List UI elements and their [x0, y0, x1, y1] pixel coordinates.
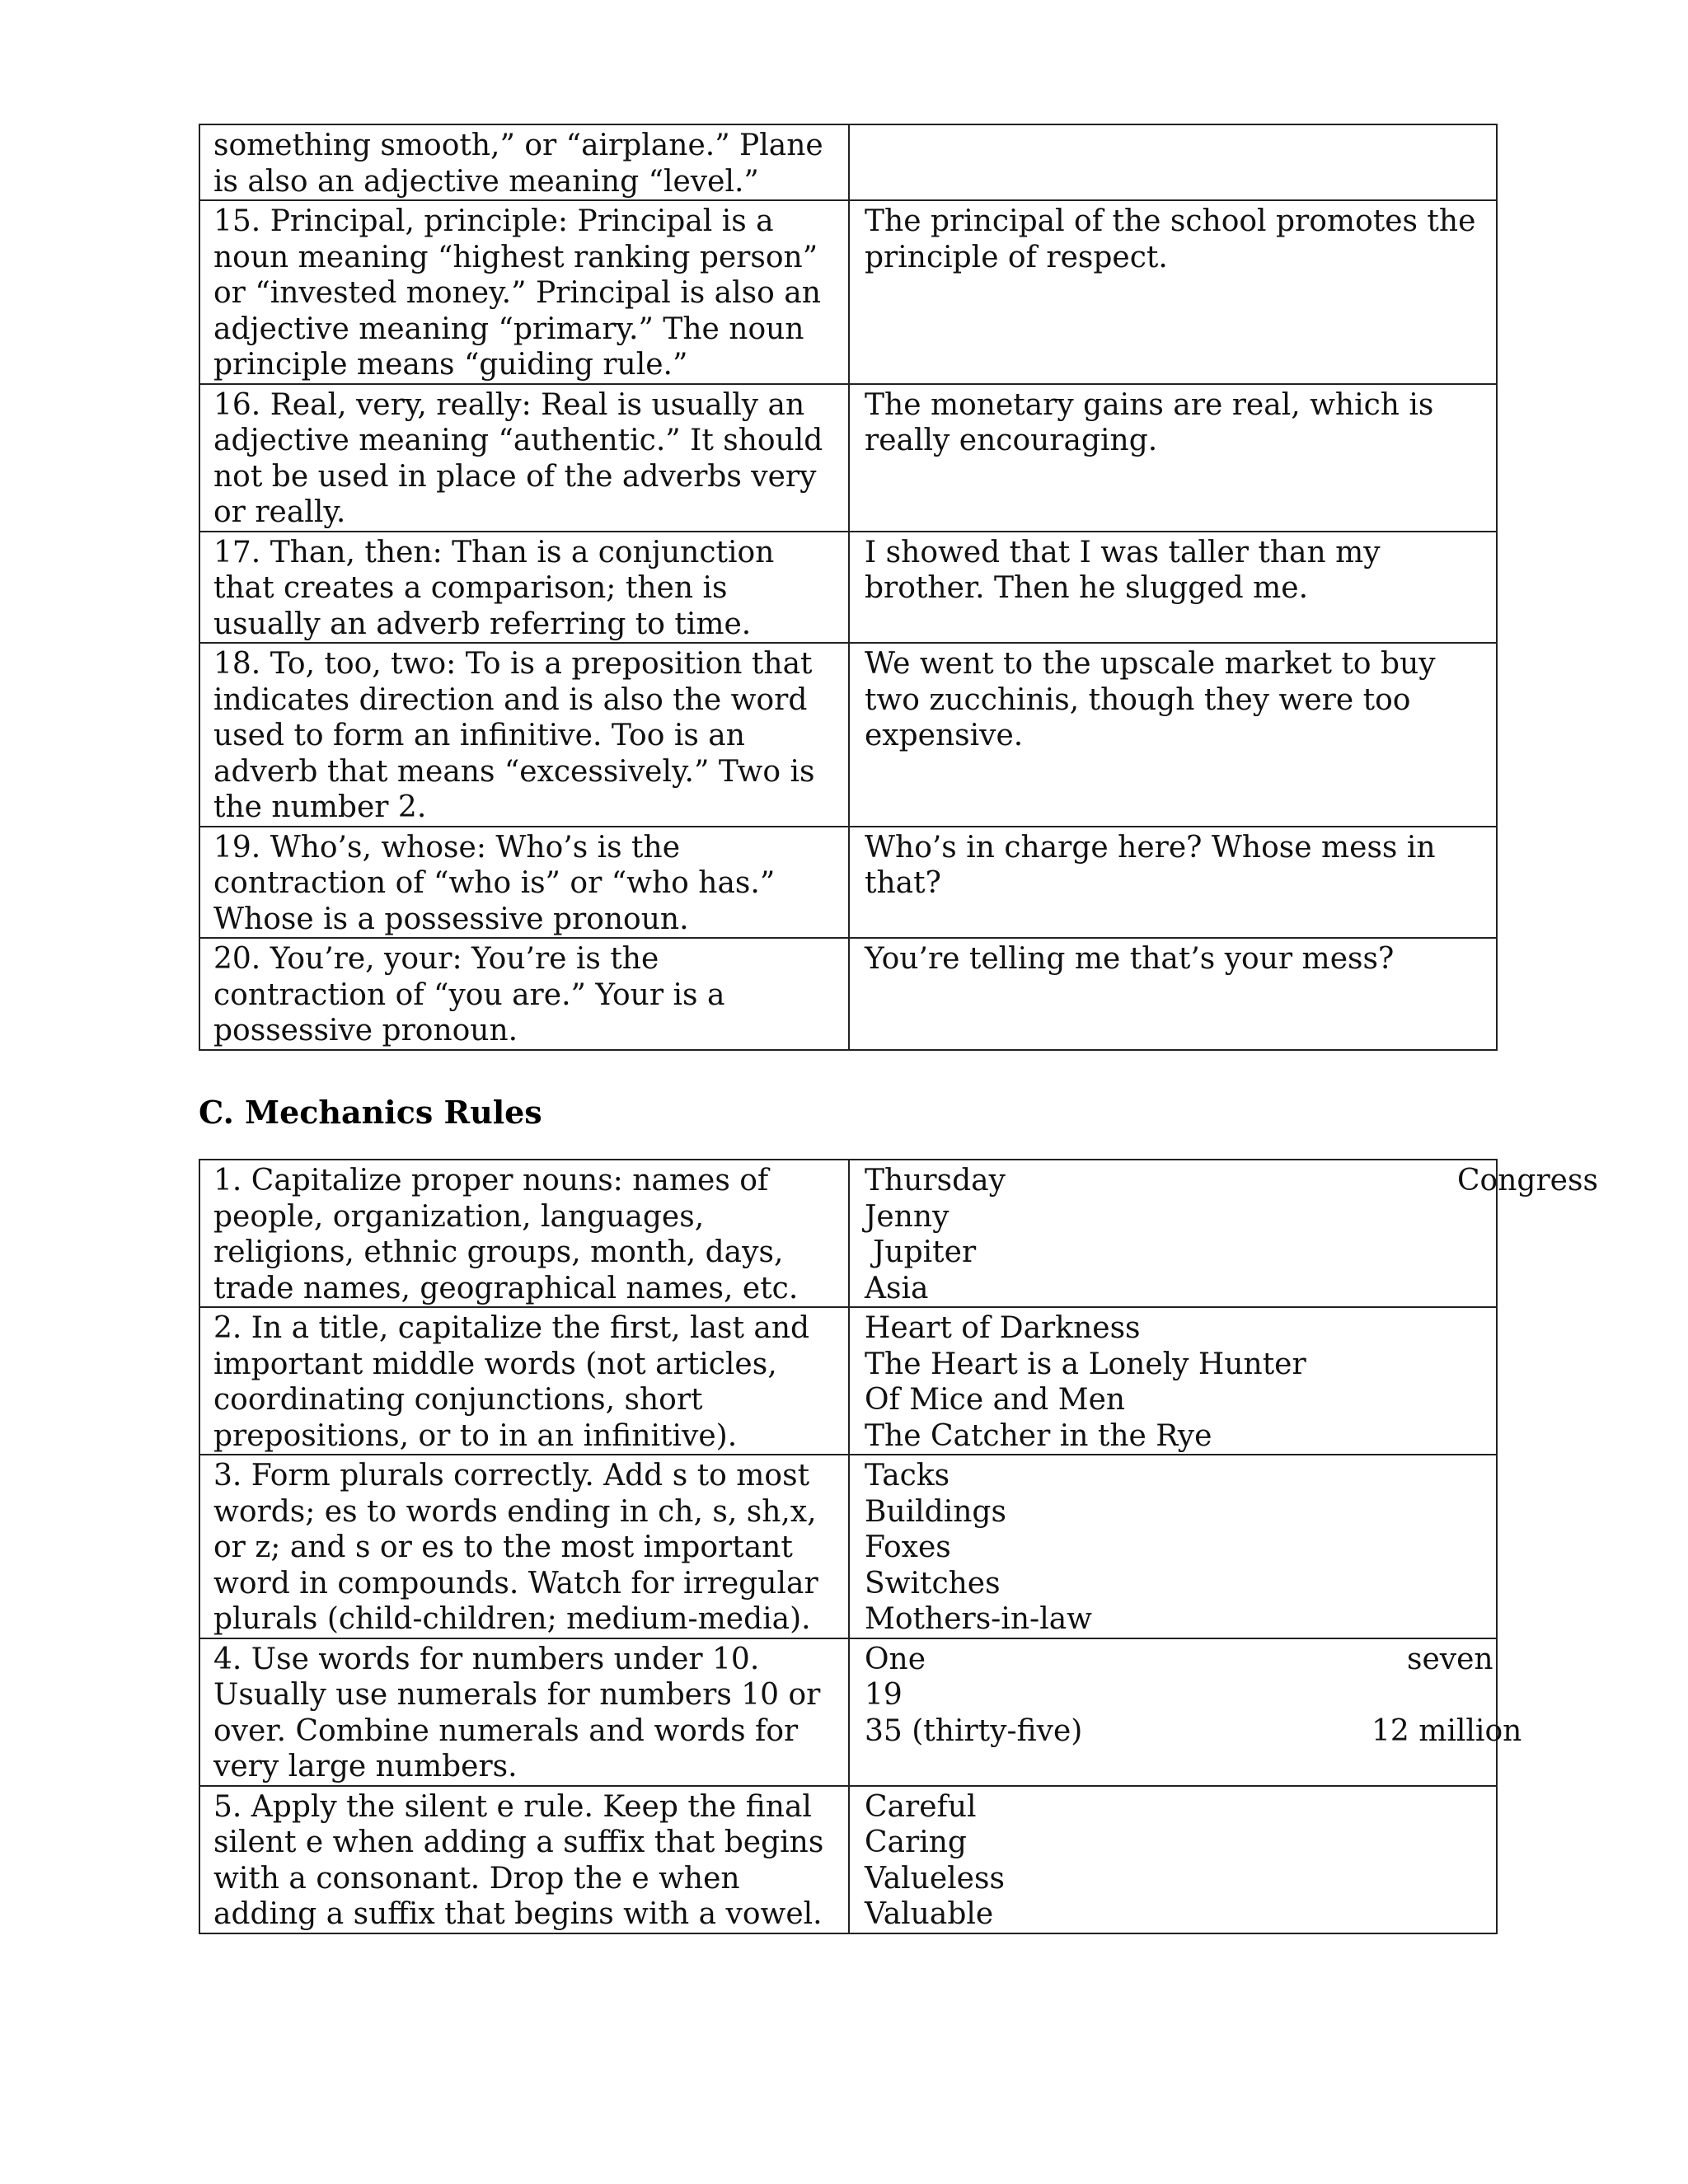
rule-cell: [199, 1455, 849, 1638]
example-word: The Heart is a Lonely Hunter: [865, 1347, 1306, 1381]
example-word: Tacks: [865, 1459, 950, 1493]
example-word: Congress: [1457, 1164, 1598, 1197]
example-text: I showed that I was taller than my brother. Then he slugged me.: [865, 535, 1381, 605]
rule-cell: [199, 200, 849, 384]
example-word: Jupiter: [873, 1235, 977, 1269]
table-row: [199, 1786, 1497, 1933]
example-cell: [849, 643, 1497, 827]
rule-cell: [199, 384, 849, 532]
rule-text: 19. Who’s, whose: Who’s is the contraction of “who is” or “who has.” Whose is a possessive pronoun.: [213, 830, 776, 936]
table-row: [199, 532, 1497, 644]
example-cell: [849, 532, 1497, 644]
rule-cell: [199, 643, 849, 827]
rule-cell: [199, 1307, 849, 1455]
example-text: The monetary gains are real, which is really encouraging.: [865, 387, 1434, 457]
rule-cell: [199, 938, 849, 1050]
example-word: Mothers-in-law: [865, 1602, 1092, 1636]
example-cell: [849, 1638, 1522, 1786]
table-row: [199, 1160, 1497, 1307]
example-cell: [849, 1160, 1598, 1307]
rule-text: 18. To, too, two: To is a preposition that indicates direction and is also the word used to form an infinitive. Too is an adverb that means “excessively.” Two is the number 2.: [213, 647, 815, 824]
example-cell: [849, 1307, 1497, 1455]
example-word: Heart of Darkness: [865, 1311, 1141, 1345]
example-line: [865, 1642, 1493, 1678]
rule-cell: [199, 1786, 849, 1933]
example-word: One: [865, 1642, 926, 1676]
rule-cell: [199, 1160, 849, 1307]
example-word: 35 (thirty-five): [865, 1713, 1083, 1748]
example-cell: [849, 827, 1497, 939]
section-heading: C. Mechanics Rules: [199, 1094, 542, 1131]
example-word: Buildings: [865, 1494, 1006, 1529]
rule-text: 5. Apply the silent e rule. Keep the final silent e when adding a suffix that begins with a consonant. Drop the e when adding a suffix that begins with a vowel.: [213, 1789, 824, 1931]
rule-text: something smooth,” or “airplane.” Plane is also an adjective meaning “level.”: [213, 129, 823, 199]
example-word: Jenny: [865, 1199, 950, 1234]
table-row: [199, 1455, 1497, 1638]
usage-table: [199, 124, 1498, 1051]
table-row: [199, 938, 1497, 1050]
rule-text: 20. You’re, your: You’re is the contraction of “you are.” Your is a possessive pronoun.: [213, 942, 725, 1047]
example-word: Careful: [865, 1789, 977, 1824]
rule-text: 2. In a title, capitalize the first, last and important middle words (not articles, coordinating conjunctions, short prepositions, or to in an infinitive).: [213, 1311, 810, 1453]
rule-text: 1. Capitalize proper nouns: names of people, organization, languages, religions, ethnic groups, month, days, trade names, geographical names, etc.: [213, 1164, 799, 1305]
example-word: The Catcher in the Rye: [865, 1418, 1212, 1453]
example-word: Caring: [865, 1825, 967, 1859]
rule-text: 15. Principal, principle: Principal is a noun meaning “highest ranking person” or “invested money.” Principal is also an adjective meaning “primary.” The noun principle means “guiding rule.”: [213, 204, 821, 382]
table-row: [199, 1638, 1497, 1786]
rule-cell: [199, 827, 849, 939]
example-text: Who’s in charge here? Whose mess in that?: [865, 830, 1436, 900]
rule-cell: [199, 532, 849, 644]
example-word: Valueless: [865, 1861, 1005, 1896]
rule-text: 16. Real, very, really: Real is usually an adjective meaning “authentic.” It should not be used in place of the adverbs very or really.: [213, 387, 823, 529]
table-row: [199, 643, 1497, 827]
mechanics-table: [199, 1159, 1598, 1934]
table-row: [199, 384, 1497, 532]
example-cell: [849, 124, 1497, 200]
example-cell: [849, 200, 1497, 384]
table-row: [199, 827, 1497, 939]
example-cell: [849, 1455, 1497, 1638]
example-text: You’re telling me that’s your mess?: [865, 942, 1395, 976]
example-line: [865, 1713, 1522, 1750]
example-word: seven: [1407, 1642, 1493, 1676]
rule-cell: [199, 124, 849, 200]
rule-cell: [199, 1638, 849, 1786]
example-word: 12 million: [1372, 1713, 1522, 1748]
example-word: Valuable: [865, 1897, 994, 1931]
example-word: 19: [865, 1678, 903, 1712]
rule-text: 4. Use words for numbers under 10. Usually use numerals for numbers 10 or over. Combine numerals and words for very large numbers.: [213, 1642, 821, 1783]
example-word: Foxes: [865, 1530, 951, 1564]
rule-text: 17. Than, then: Than is a conjunction that creates a comparison; then is usually an adverb referring to time.: [213, 535, 775, 641]
example-line: [865, 1163, 1598, 1199]
example-cell: [849, 938, 1497, 1050]
example-text: We went to the upscale market to buy two zucchinis, though they were too expensive.: [865, 647, 1436, 752]
example-text: The principal of the school promotes the principle of respect.: [865, 204, 1476, 274]
rule-text: 3. Form plurals correctly. Add s to most words; es to words ending in ch, s, sh,x, or z; and s or es to the most important word in compounds. Watch for irregular plurals (child-children; medium-media).: [213, 1459, 818, 1636]
table-row: [199, 200, 1497, 384]
example-word: Thursday: [865, 1164, 1006, 1197]
example-cell: [849, 1786, 1497, 1933]
table-row: [199, 124, 1497, 200]
example-word: Asia: [865, 1271, 929, 1305]
table-row: [199, 1307, 1497, 1455]
example-word: Switches: [865, 1566, 1001, 1601]
example-cell: [849, 384, 1497, 532]
example-word: Of Mice and Men: [865, 1383, 1126, 1417]
